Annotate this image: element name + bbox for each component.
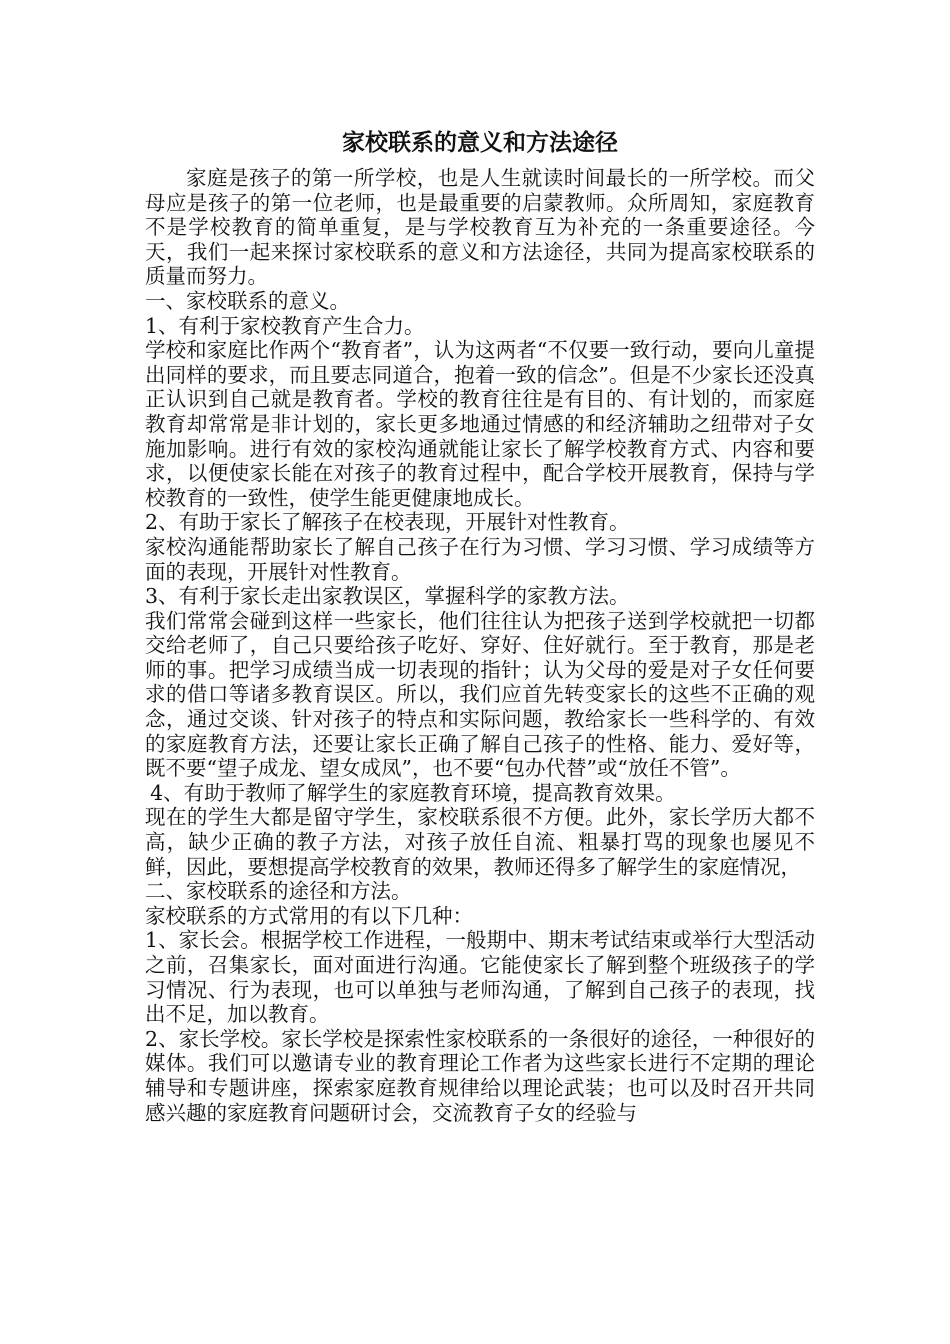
body-paragraph: 学校和家庭比作两个“教育者”，认为这两者“不仅要一致行动，要向儿童提出同样的要求，而且要志同道合，抱着一致的信念”。但是不少家长还没真正认识到自己就是教育者。学校的教育往往是有目的、有计划的，而家庭教育却常常是非计划的，家长更多地通过情感的和经济辅助之纽带对子女施加影响。进行有效的家校沟通就能让家长了解学校教育方式、内容和要求，以便使家长能在对孩子的教育过程中，配合学校开展教育，保持与学校教育的一致性，使学生能更健康地成长。 bbox=[145, 338, 815, 510]
subheading-1-1: 1、有利于家校教育产生合力。 bbox=[145, 313, 425, 338]
subheading-1-4: 4、有助于教师了解学生的家庭教育环境，提高教育效果。 bbox=[150, 780, 676, 805]
document-page bbox=[145, 128, 815, 1125]
subheading-1-2: 2、有助于家长了解孩子在校表现，开展针对性教育。 bbox=[145, 510, 630, 535]
body-paragraph: 家校联系的方式常用的有以下几种： bbox=[145, 903, 473, 928]
body-paragraph: 我们常常会碰到这样一些家长，他们往往认为把孩子送到学校就把一切都交给老师了，自己只要给孩子吃好、穿好、住好就行。至于教育，那是老师的事。把学习成绩当成一切表现的指针；认为父母的爱是对子女任何要求的借口等诸多教育误区。所以，我们应首先转变家长的这些不正确的观念，通过交谈、针对孩子的特点和实际问题，教给家长一些科学的、有效的家庭教育方法，还要让家长正确了解自己孩子的性格、能力、爱好等，既不要“望子成龙、望女成凤”，也不要“包办代替”或“放任不管”。 bbox=[145, 608, 815, 781]
section-heading-2: 二、家校联系的途径和方法。 bbox=[145, 879, 412, 904]
method-paragraph-1: 1、家长会。根据学校工作进程，一般期中、期末考试结束或举行大型活动之前，召集家长，面对面进行沟通。它能使家长了解到整个班级孩子的学习情况、行为表现，也可以单独与老师沟通，了解到自己孩子的表现，找出不足，加以教育。 bbox=[145, 928, 815, 1027]
intro-paragraph: 家庭是孩子的第一所学校，也是人生就读时间最长的一所学校。而父母应是孩子的第一位老师，也是最重要的启蒙教师。众所周知，家庭教育不是学校教育的简单重复，是与学校教育互为补充的一条重要途径。今天，我们一起来探讨家校联系的意义和方法途径，共同为提高家校联系的质量而努力。 bbox=[145, 166, 815, 289]
body-paragraph: 现在的学生大都是留守学生，家校联系很不方便。此外，家长学历大都不高，缺少正确的教子方法，对孩子放任自流、粗暴打骂的现象也屡见不鲜，因此，要想提高学校教育的效果，教师还得多了解学生的家庭情况， bbox=[145, 805, 815, 879]
section-heading-1: 一、家校联系的意义。 bbox=[145, 288, 350, 313]
body-paragraph: 家校沟通能帮助家长了解自己孩子在行为习惯、学习习惯、学习成绩等方面的表现，开展针对性教育。 bbox=[145, 534, 815, 584]
method-paragraph-2: 2、家长学校。家长学校是探索性家校联系的一条很好的途径，一种很好的媒体。我们可以邀请专业的教育理论工作者为这些家长进行不定期的理论辅导和专题讲座，探索家庭教育规律给以理论武装；也可以及时召开共同感兴趣的家庭教育问题研讨会，交流教育子女的经验与 bbox=[145, 1026, 815, 1125]
document-title: 家校联系的意义和方法途径 bbox=[342, 129, 618, 156]
subheading-1-3: 3、有利于家长走出家教误区，掌握科学的家教方法。 bbox=[145, 584, 630, 609]
